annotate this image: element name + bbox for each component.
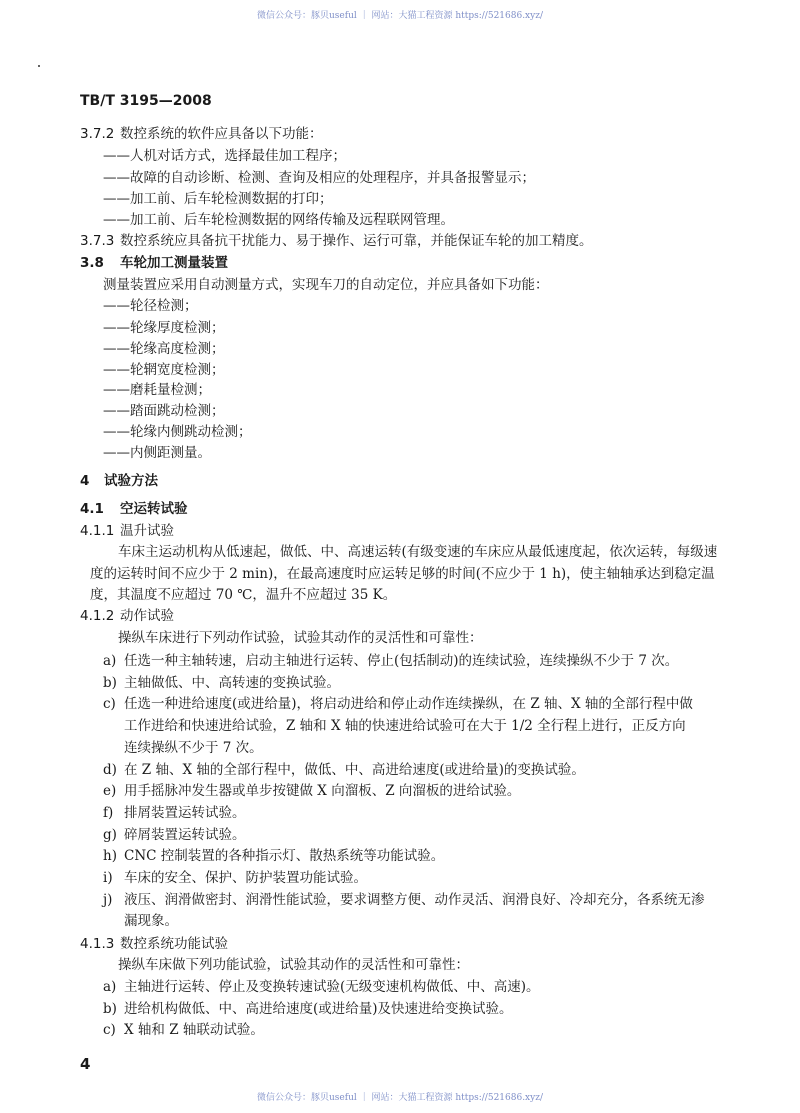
list-marker: b) [103, 1000, 117, 1017]
section-4-heading: 4 试验方法 [80, 473, 158, 489]
list-item-line: 用手摇脉冲发生器或单步按键做 X 向溜板、Z 向溜板的进给试验。 [124, 783, 521, 800]
paragraph: 测量装置应采用自动测量方式，实现车刀的自动定位，并应具备如下功能： [103, 277, 549, 293]
list-item-line: X 轴和 Z 轴联动试验。 [124, 1022, 264, 1039]
list-item-line: 漏现象。 [124, 913, 178, 930]
list-item-line: 任选一种进给速度(或进给量)，将启动进给和停止动作连续操纵，在 Z 轴、X 轴的全部行程中做 [124, 696, 693, 713]
list-item: ——轮径检测； [103, 298, 198, 314]
paragraph: 操纵车床进行下列动作试验，试验其动作的灵活性和可靠性： [118, 630, 483, 646]
page-number: 4 [80, 1055, 91, 1073]
list-item: ——加工前、后车轮检测数据的打印； [103, 191, 333, 207]
list-item: ——轮缘高度检测； [103, 341, 225, 357]
section-4-1-2-heading: 4.1.2 动作试验 [80, 608, 174, 624]
list-item: ——人机对话方式，选择最佳加工程序； [103, 148, 346, 164]
list-marker: g) [103, 826, 117, 843]
list-item-line: 主轴进行运转、停止及变换转速试验(无级变速机构做低、中、高速)。 [124, 979, 540, 995]
list-item-line: 液压、润滑做密封、润滑性能试验，要求调整方便、动作灵活、润滑良好、冷却充分，各系统无渗 [124, 891, 705, 908]
list-marker: h) [103, 848, 117, 865]
list-item: ——内侧距测量。 [103, 445, 211, 461]
list-item: ——轮缘内侧跳动检测； [103, 424, 252, 440]
list-item: ——踏面跳动检测； [103, 403, 225, 419]
list-marker: a) [103, 653, 117, 669]
paragraph: 操纵车床做下列功能试验，试验其动作的灵活性和可靠性： [118, 957, 469, 973]
list-marker: f) [103, 804, 114, 821]
paragraph-line: 度，其温度不应超过 70 ℃，温升不应超过 35 K。 [90, 587, 397, 603]
list-marker: c) [103, 696, 116, 713]
paragraph-line: 车床主运动机构从低速起，做低、中、高速运转(有级变速的车床应从最低速度起，依次运转，每级速 [118, 544, 718, 560]
list-item: ——加工前、后车轮检测数据的网络传输及远程联网管理。 [103, 212, 454, 228]
section-4-1-3-heading: 4.1.3 数控系统功能试验 [80, 936, 228, 952]
list-item-line: 连续操纵不少于 7 次。 [124, 739, 263, 756]
section-4-1-1-heading: 4.1.1 温升试验 [80, 523, 174, 539]
list-item: ——故障的自动诊断、检测、查询及相应的处理程序，并具备报警显示； [103, 170, 535, 186]
list-marker: e) [103, 783, 117, 800]
list-item: ——轮辋宽度检测； [103, 362, 225, 378]
section-3-8-heading: 3.8 车轮加工测量装置 [80, 255, 228, 271]
list-marker: i) [103, 870, 113, 886]
scan-speck [38, 65, 40, 67]
list-marker: c) [103, 1022, 116, 1039]
list-item-line: 主轴做低、中、高转速的变换试验。 [124, 674, 340, 691]
list-item-line: CNC 控制装置的各种指示灯、散热系统等功能试验。 [124, 848, 445, 865]
watermark-bottom: 微信公众号：豚贝useful ｜ 网站：大猫工程资源 https://521686.xyz/ [257, 1093, 543, 1103]
list-item-line: 碎屑装置运转试验。 [124, 826, 246, 843]
section-3-7-2: 3.7.2 数控系统的软件应具备以下功能： [80, 126, 323, 142]
list-item-line: 在 Z 轴、X 轴的全部行程中，做低、中、高进给速度(或进给量)的变换试验。 [124, 761, 585, 778]
list-marker: j) [103, 891, 113, 908]
paragraph-line: 度的运转时间不应少于 2 min)，在最高速度时应运转足够的时间(不应少于 1 h)，使主轴轴承达到稳定温 [90, 566, 715, 582]
list-item-line: 任选一种主轴转速，启动主轴进行运转、停止(包括制动)的连续试验，连续操纵不少于 7 次。 [124, 653, 679, 669]
list-item: ——轮缘厚度检测； [103, 320, 225, 336]
standard-header: TB/T 3195—2008 [80, 93, 212, 109]
list-marker: a) [103, 979, 117, 995]
list-marker: b) [103, 674, 117, 691]
watermark-top: 微信公众号：豚贝useful ｜ 网站：大猫工程资源 https://521686.xyz/ [257, 11, 543, 21]
section-3-7-3: 3.7.3 数控系统应具备抗干扰能力、易于操作、运行可靠，并能保证车轮的加工精度。 [80, 233, 593, 249]
list-item-line: 车床的安全、保护、防护装置功能试验。 [124, 870, 367, 886]
list-item-line: 进给机构做低、中、高进给速度(或进给量)及快速进给变换试验。 [124, 1000, 513, 1017]
list-item-line: 工作进给和快速进给试验，Z 轴和 X 轴的快速进给试验可在大于 1/2 全行程上进行，正反方向 [124, 718, 686, 735]
list-item-line: 排屑装置运转试验。 [124, 804, 246, 821]
list-marker: d) [103, 761, 117, 778]
list-item: ——磨耗量检测； [103, 382, 211, 398]
section-4-1-heading: 4.1 空运转试验 [80, 501, 188, 517]
